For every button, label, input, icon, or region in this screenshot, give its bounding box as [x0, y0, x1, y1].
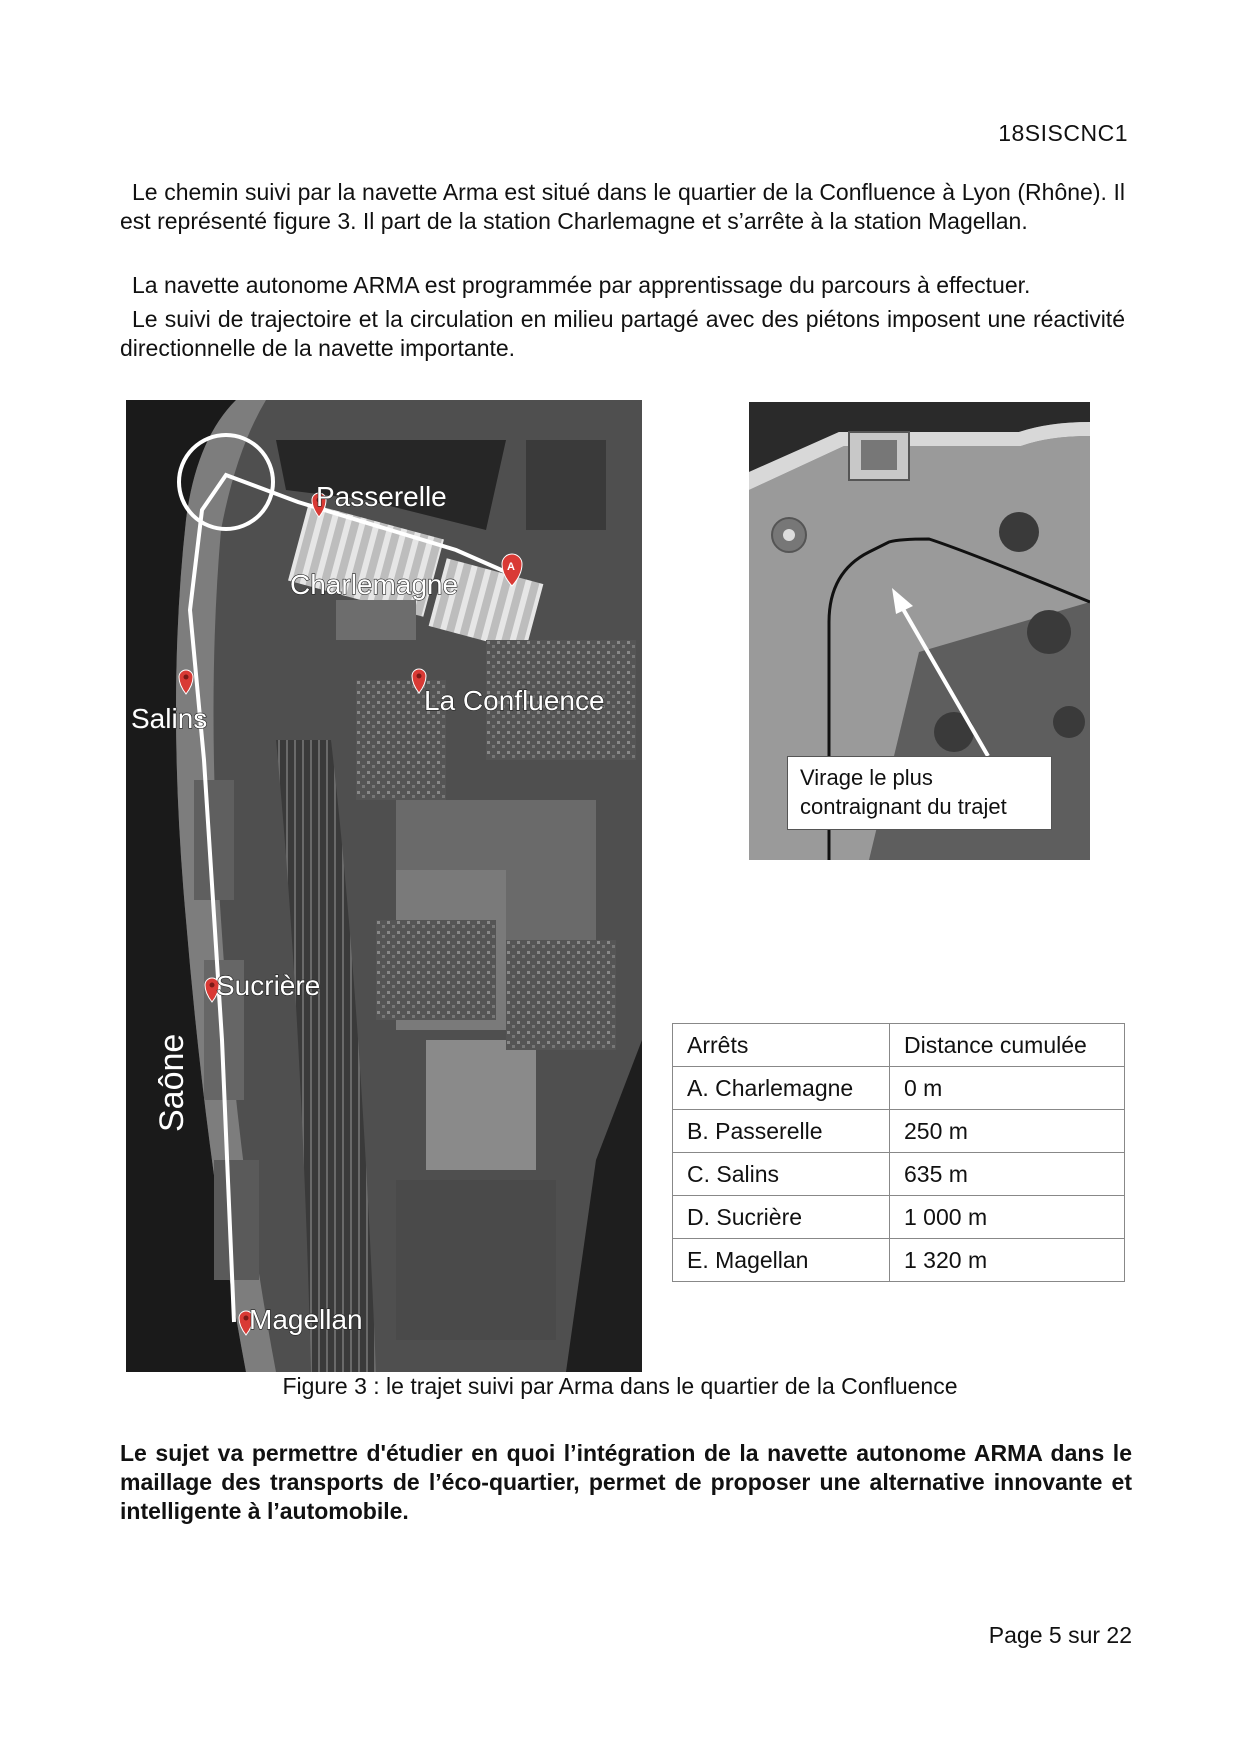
- distance-table: [672, 1023, 1125, 1282]
- table-row: [673, 1110, 1125, 1153]
- table-cell-stop: B. Passerelle: [673, 1110, 890, 1153]
- intro-paragraph-3: [120, 305, 1125, 363]
- label-river-saone: Saône: [153, 1033, 191, 1132]
- aerial-map: [126, 400, 642, 1372]
- table-cell-stop: C. Salins: [673, 1153, 890, 1196]
- aerial-map-drawing: [126, 400, 642, 1372]
- table-header-stops: Arrêts: [673, 1024, 890, 1067]
- table-cell-stop: A. Charlemagne: [673, 1067, 890, 1110]
- intro-paragraph-1: [120, 178, 1125, 236]
- label-magellan: Magellan: [249, 1304, 363, 1335]
- turn-annotation: Virage le plus contraignant du trajet: [787, 756, 1052, 830]
- label-confluence: La Confluence: [424, 685, 605, 716]
- table-cell-distance: 1 320 m: [890, 1239, 1125, 1282]
- intro-paragraph-1-text: Le chemin suivi par la navette Arma est situé dans le quartier de la Confluence à Lyon (Rhône). Il est représenté figure 3. Il part de la station Charlemagne et s’arrête à la station Magellan.: [120, 179, 1125, 234]
- table-cell-distance: 1 000 m: [890, 1196, 1125, 1239]
- document-code: 18SISCNC1: [998, 120, 1128, 146]
- intro-paragraph-2-text: La navette autonome ARMA est programmée par apprentissage du parcours à effectuer.: [132, 272, 1031, 298]
- label-sucriere: Sucrière: [216, 970, 321, 1001]
- table-header-row: [673, 1024, 1125, 1067]
- table-cell-stop: D. Sucrière: [673, 1196, 890, 1239]
- table-row: [673, 1239, 1125, 1282]
- figure-caption: Figure 3 : le trajet suivi par Arma dans le quartier de la Confluence: [282, 1373, 958, 1399]
- table-cell-distance: 0 m: [890, 1067, 1125, 1110]
- table-row: [673, 1153, 1125, 1196]
- intro-paragraph-3-text: Le suivi de trajectoire et la circulation en milieu partagé avec des piétons imposent une réactivité directionnelle de la navette importante.: [120, 306, 1125, 361]
- label-passerelle: Passerelle: [316, 481, 447, 512]
- conclusion-paragraph: Le sujet va permettre d'étudier en quoi l’intégration de la navette autonome ARMA dans le maillage des transports de l’éco-quartier, permet de proposer une alternative innovante et intelligente à l’automobile.: [120, 1440, 1132, 1524]
- turn-zoom-image: [749, 402, 1090, 860]
- table-row: [673, 1067, 1125, 1110]
- table-cell-stop: E. Magellan: [673, 1239, 890, 1282]
- intro-paragraph-2: [120, 271, 1125, 300]
- marker-a-label: A: [507, 561, 515, 573]
- table-header-distance: Distance cumulée: [890, 1024, 1125, 1067]
- page-number: Page 5 sur 22: [988, 1622, 1132, 1648]
- label-salins: Salins: [131, 703, 208, 734]
- table-row: [673, 1196, 1125, 1239]
- label-charlemagne: Charlemagne: [290, 569, 459, 600]
- table-cell-distance: 635 m: [890, 1153, 1125, 1196]
- table-cell-distance: 250 m: [890, 1110, 1125, 1153]
